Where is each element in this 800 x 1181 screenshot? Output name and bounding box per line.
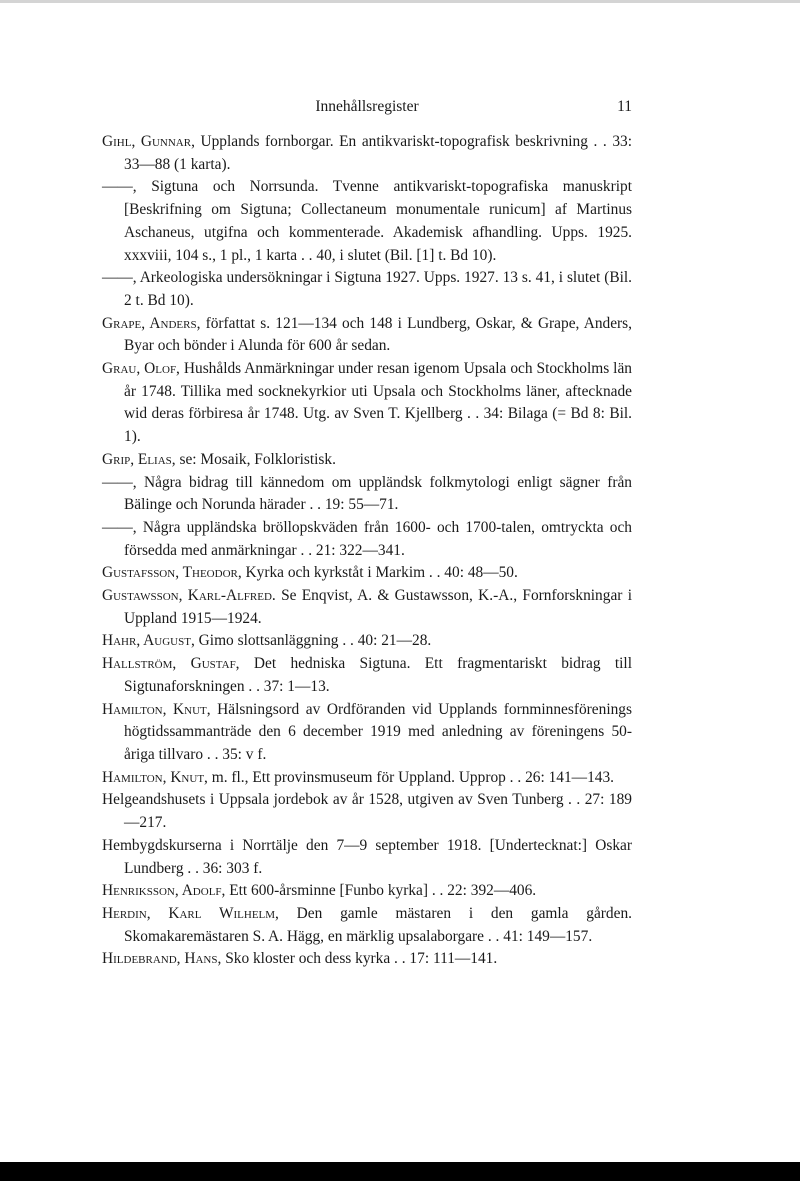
entry-text: Sko kloster och dess kyrka . . 17: 111—141. — [221, 950, 498, 968]
index-entry — [102, 585, 632, 630]
entry-text: Upplands fornborgar. En antikvariskt-topografisk beskrivning . . 33: 33—88 (1 karta). — [124, 133, 632, 173]
entry-author: ——, — [102, 473, 137, 491]
entry-text: se: Mosaik, Folkloristisk. — [175, 450, 336, 468]
entry-text: Det hedniska Sigtuna. Ett fragmentariskt bidrag till Sigtunaforskningen . . 37: 1—13. — [124, 655, 632, 695]
entry-author: ——, — [102, 518, 137, 536]
scan-top-edge — [0, 0, 800, 3]
running-header — [102, 98, 632, 122]
index-entry — [102, 653, 632, 698]
entry-text: Helgeandshusets i Uppsala jordebok av år 1528, utgiven av Sven Tunberg . . 27: 189—217. — [102, 791, 632, 832]
entry-text: Några bidrag till kännedom om uppländsk folkmytologi enligt sägner från Bälinge och Norunda härader . . 19: 55—71. — [124, 473, 632, 514]
index-entry — [102, 699, 632, 767]
index-entry — [102, 562, 632, 585]
entry-author: Hahr, August, — [102, 632, 195, 650]
entry-text: Kyrka och kyrkståt i Markim . . 40: 48—50. — [241, 564, 518, 582]
entry-text: Hälsningsord av Ordföranden vid Upplands fornminnesförenings högtidssammanträde den 6 december 1919 med anledning av föreningens 50-åriga tillvaro . . 35: v f. — [124, 700, 632, 763]
index-entry — [102, 948, 632, 971]
scan-bottom-edge — [0, 1162, 800, 1181]
entry-text: Gimo slottsanläggning . . 40: 21—28. — [194, 632, 432, 650]
entry-text: Den gamle mästaren i den gamla gården. Skomakaremästaren S. A. Hägg, en märklig upsalaborgare . . 41: 149—157. — [124, 904, 632, 945]
page-title: Innehållsregister — [315, 98, 419, 115]
entry-text: Hushålds Anmärkningar under resan igenom Upsala och Stockholms län år 1748. Tillika med socknekyrkior uti Upsala och Stockholms läner, aftecknade wid deras förbiresa år 1748. Utg. av Sven T. Kjellberg . . 34: Bilaga (= Bd 8: Bil. 1). — [124, 360, 632, 446]
entry-author: Gustafsson, Theodor, — [102, 564, 242, 582]
index-entry — [102, 903, 632, 948]
entry-text: författat s. 121—134 och 148 i Lundberg, Oskar, & Grape, Anders, Byar och bönder i Alunda för 600 år sedan. — [124, 314, 632, 355]
index-entry — [102, 517, 632, 562]
index-entry — [102, 880, 632, 903]
index-entry — [102, 767, 632, 790]
entry-author: Grip, Elias, — [102, 450, 176, 468]
index-entry — [102, 789, 632, 834]
index-entry — [102, 630, 632, 653]
entry-author: Hallström, Gustaf, — [102, 655, 240, 673]
index-entry — [102, 267, 632, 312]
entry-author: Hamilton, Knut, — [102, 768, 208, 786]
index-entry — [102, 472, 632, 517]
index-entry — [102, 358, 632, 449]
index-entry — [102, 131, 632, 176]
index-entries — [102, 131, 632, 971]
entry-author: Herdin, Karl Wilhelm, — [102, 904, 279, 922]
entry-text: Arkeologiska undersökningar i Sigtuna 1927. Upps. 1927. 13 s. 41, i slutet (Bil. 2 t. Bd 10). — [124, 269, 632, 309]
entry-text: Några uppländska bröllopskväden från 1600- och 1700-talen, omtryckta och försedda med anmärkningar . . 21: 322—341. — [124, 518, 632, 559]
entry-author: Gustawsson, Karl-Alfred. — [102, 587, 276, 605]
entry-author: Henriksson, Adolf, — [102, 882, 226, 900]
index-entry — [102, 835, 632, 880]
entry-text: Ett 600-årsminne [Funbo kyrka] . . 22: 392—406. — [225, 882, 537, 900]
entry-author: Hamilton, Knut, — [102, 700, 211, 718]
entry-text: Hembygdskurserna i Norrtälje den 7—9 september 1918. [Undertecknat:] Oskar Lundberg . . 36: 303 f. — [102, 836, 632, 877]
index-entry — [102, 176, 632, 267]
entry-text: Se Enqvist, A. & Gustawsson, K.-A., Fornforskningar i Uppland 1915—1924. — [124, 587, 632, 627]
entry-author: ——, — [102, 269, 137, 287]
page-number: 11 — [617, 98, 632, 115]
entry-author: Hildebrand, Hans, — [102, 950, 222, 968]
entry-text: Sigtuna och Norrsunda. Tvenne antikvariskt-topografiska manuskript [Beskrifning om Sigtuna; Collectaneum monumentale runicum] af Martinus Aschaneus, utgifna och kommenterade. Akademisk afhandling. Upps. 1925. xxxviii, 104 s., 1 pl., 1 karta . . 40, i slutet (Bil. [1] t. Bd 10). — [124, 178, 632, 264]
entry-author: Gihl, Gunnar, — [102, 133, 195, 150]
entry-author: Grau, Olof, — [102, 360, 180, 378]
index-entry — [102, 449, 632, 472]
entry-author: Grape, Anders, — [102, 314, 201, 332]
index-entry — [102, 313, 632, 358]
entry-text: m. fl., Ett provinsmuseum för Uppland. Upprop . . 26: 141—143. — [207, 768, 614, 786]
entry-author: ——, — [102, 178, 137, 196]
